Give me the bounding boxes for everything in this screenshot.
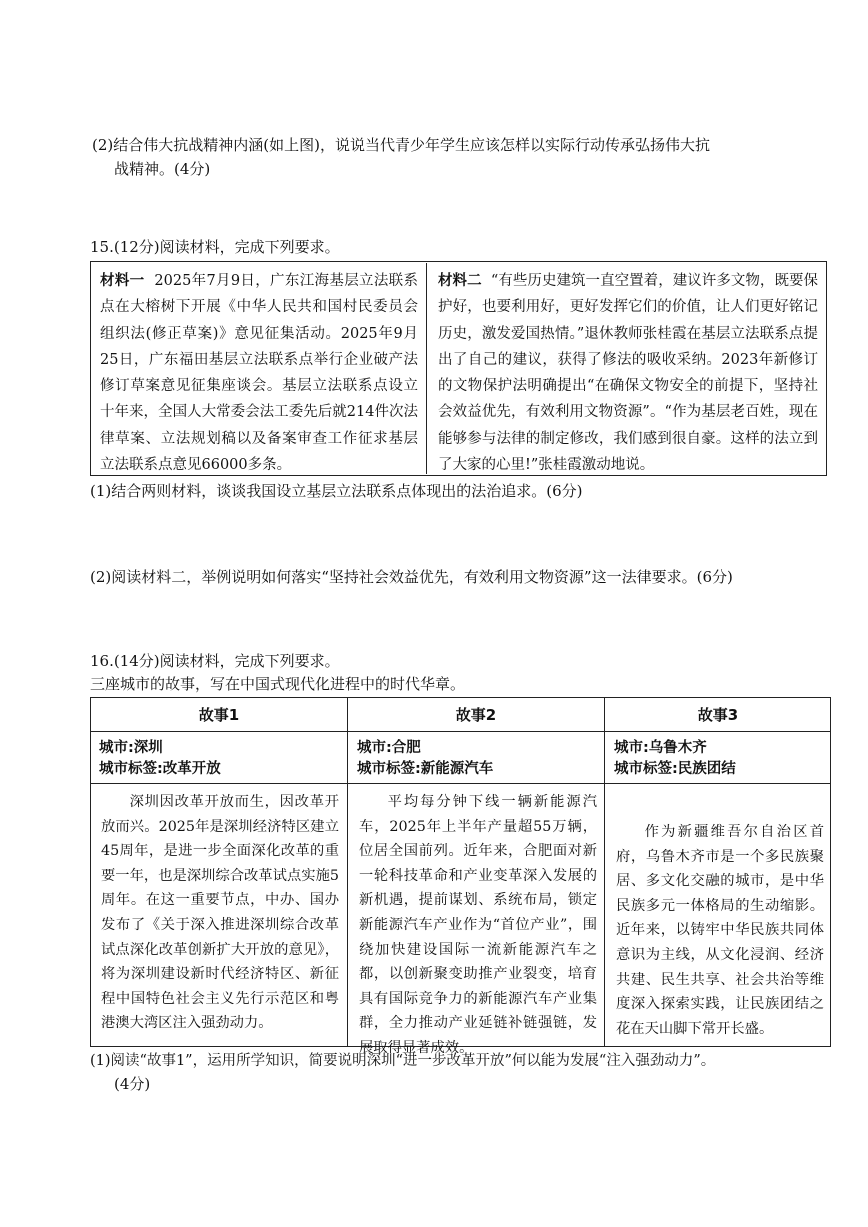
story3-title: 故事3 [697, 706, 739, 724]
q15-material2 [438, 268, 818, 478]
q16-part1-line1: (1)阅读“故事1”，运用所学知识，简要说明深圳“进一步改革开放”何以能为发展“注入强劲动力”。 [90, 1053, 716, 1069]
story3-text: 作为新疆维吾尔自治区首府，乌鲁木齐市是一个多民族聚居、多文化交融的城市，是中华民族多元一体格局的生动缩影。近年来，以铸牢中华民族共同体意识为主线，从文化浸润、经济共建、民生共享、社会共治等维度深入探索实践，让民族团结之花在天山脚下常开长盛。 [616, 824, 824, 1037]
story3-tag: 城市标签:民族团结 [614, 761, 736, 777]
material2-text: “有些历史建筑一直空置着，建议许多文物，既要保护好，也要利用好，更好发挥它们的价值，让人们更好铭记历史，激发爱国热情。”退休教师张桂霞在基层立法联系点提出了自己的建议，获得了修法的吸收采纳。2023年新修订的文物保护法明确提出“在确保文物安全的前提下，坚持社会效益优先，有效利用文物资源”。“作为基层老百姓，现在能够参与法律的制定修改，我们感到很自豪。这样的法立到了大家的心里!”张桂霞激动地说。 [438, 273, 819, 474]
material2-label: 材料二 [438, 273, 482, 289]
table-col-divider-2 [604, 698, 605, 1046]
story2-title: 故事2 [455, 706, 497, 724]
q15-material1 [100, 268, 418, 478]
story2-city: 城市:合肥 [357, 740, 421, 756]
q15-heading: 15.(12分)阅读材料，完成下列要求。 [90, 238, 340, 256]
table-label-divider [91, 783, 830, 784]
q15-part2: (2)阅读材料二，举例说明如何落实“坚持社会效益优先，有效利用文物资源”这一法律要求。(6分) [90, 568, 733, 586]
story3-city: 城市:乌鲁木齐 [614, 740, 707, 756]
q16-part1-line2: (4分) [114, 1075, 151, 1093]
story1-title: 故事1 [198, 706, 240, 724]
q15-material-divider [426, 263, 427, 474]
q15-part1: (1)结合两则材料，谈谈我国设立基层立法联系点体现出的法治追求。(6分) [90, 482, 583, 500]
story2-text: 平均每分钟下线一辆新能源汽车，2025年上半年产量超55万辆，位居全国前列。近年来，合肥面对新一轮科技革命和产业变革深入发展的新机遇，提前谋划、系统布局，锁定新能源汽车产业作为“首位产业”，围绕加快建设国际一流新能源汽车之都，以创新聚变助推产业裂变，培育具有国际竞争力的新能源汽车产业集群，全力推动产业延链补链强链，发展取得显著成效。 [359, 794, 597, 1056]
table-col-divider-1 [347, 698, 348, 1046]
material1-label: 材料一 [100, 273, 145, 289]
story1-text: 深圳因改革开放而生，因改革开放而兴。2025年是深圳经济特区建立45周年，是进一步全面深化改革的重要一年，也是深圳综合改革试点实施5周年。在这一重要节点，中办、国办发布了《关于深入推进深圳综合改革试点深化改革创新扩大开放的意见》，将为深圳建设新时代经济特区、新征程中国特色社会主义先行示范区和粤港澳大湾区注入强劲动力。 [101, 794, 339, 1032]
q16-heading: 16.(14分)阅读材料，完成下列要求。 [90, 652, 340, 670]
material1-text: 2025年7月9日，广东江海基层立法联系点在大榕树下开展《中华人民共和国村民委员会组织法(修正草案)》意见征集活动。2025年9月25日，广东福田基层立法联系点举行企业破产法修订草案意见征集座谈会。基层立法联系点设立十年来，全国人大常委会法工委先后就214件次法律草案、立法规划稿以及备案审查工作征求基层立法联系点意见66000多条。 [100, 273, 419, 474]
q14-part2-line2: 战精神。(4分) [114, 160, 211, 178]
q14-part2-line1: (2)结合伟大抗战精神内涵(如上图)，说说当代青少年学生应该怎样以实际行动传承弘扬伟大抗 [92, 136, 710, 154]
story1-tag: 城市标签:改革开放 [99, 761, 221, 777]
q16-intro: 三座城市的故事，写在中国式现代化进程中的时代华章。 [90, 675, 466, 693]
story2-tag: 城市标签:新能源汽车 [357, 761, 494, 777]
story1-city: 城市:深圳 [99, 740, 163, 756]
